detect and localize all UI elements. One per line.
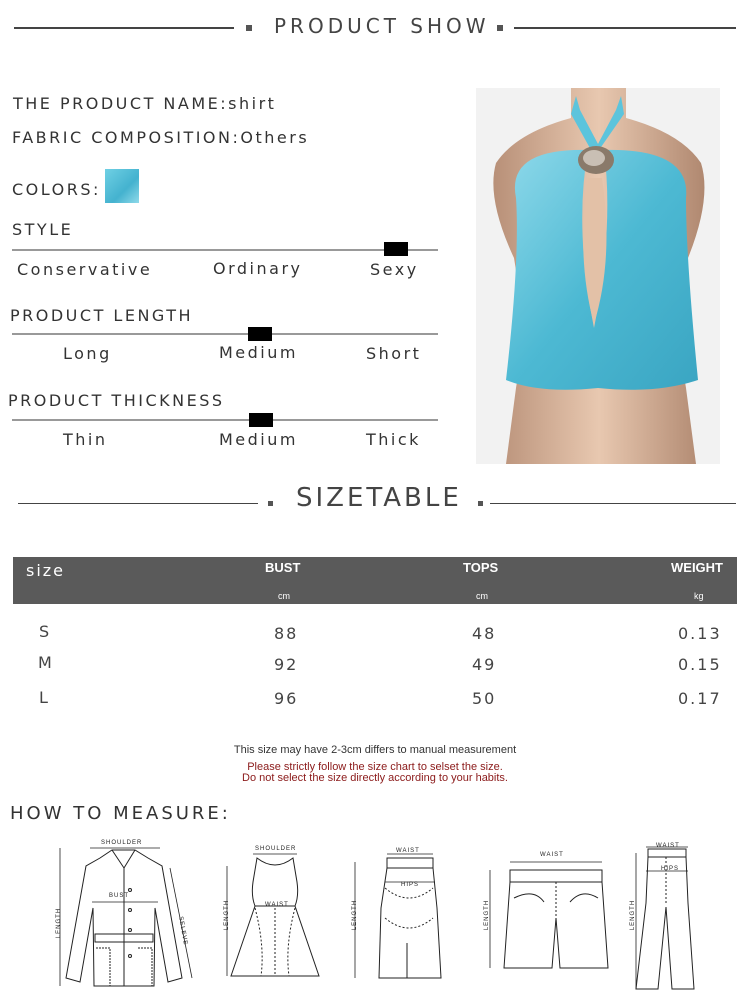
style-scale (12, 249, 438, 251)
shorts-diagram (478, 848, 618, 976)
sizetable-dot-right (478, 501, 483, 506)
dress-shoulder-label: SHOULDER (255, 846, 297, 852)
col-unit-weight: kg (694, 591, 704, 601)
table-row-s-weight: 0.13 (678, 624, 722, 643)
length-option-medium: Medium (219, 343, 298, 362)
col-unit-tops: cm (476, 591, 488, 601)
coat-bust-label: BUST (109, 893, 130, 899)
style-option-ordinary: Ordinary (213, 259, 303, 278)
table-row-l-size: L (39, 688, 50, 707)
table-row-l-weight: 0.17 (678, 689, 722, 708)
thickness-scale (12, 419, 438, 421)
table-row-m-weight: 0.15 (678, 655, 722, 674)
header-rule-left (14, 27, 234, 29)
table-row-s-tops: 48 (472, 624, 497, 643)
length-option-long: Long (63, 344, 112, 363)
colors-label: COLORS: (12, 180, 101, 199)
product-show-title: PRODUCT SHOW (274, 14, 490, 38)
size-note-measurement: This size may have 2-3cm differs to manual measurement (233, 744, 517, 756)
sizetable-title: SIZETABLE (296, 483, 462, 513)
header-dot-left (246, 25, 252, 31)
table-row-l-bust: 96 (274, 689, 299, 708)
col-header-weight: WEIGHT (671, 560, 723, 575)
style-marker (384, 242, 408, 256)
coat-shoulder-label: SHOULDER (101, 840, 143, 846)
style-option-sexy: Sexy (370, 260, 419, 279)
table-row-m-size: M (38, 653, 54, 672)
size-table-header (13, 557, 737, 604)
style-title: STYLE (12, 220, 74, 239)
thickness-option-thick: Thick (366, 430, 421, 449)
sizetable-dot-left (268, 501, 273, 506)
style-option-conservative: Conservative (17, 260, 153, 279)
product-name: THE PRODUCT NAME:shirt (13, 94, 277, 113)
shorts-length-label: LENGTH (484, 899, 491, 931)
dress-length-label: LENGTH (224, 899, 231, 931)
header-dot-right (497, 25, 503, 31)
sizetable-rule-right (490, 503, 736, 504)
thickness-option-medium: Medium (219, 430, 298, 449)
col-header-size: size (26, 561, 66, 580)
shorts-waist-label: WAIST (540, 852, 564, 858)
pants-waist-label: WAIST (656, 843, 680, 849)
skirt-length-label: LENGTH (352, 899, 359, 931)
length-option-short: Short (366, 344, 422, 363)
table-row-s-bust: 88 (274, 624, 299, 643)
skirt-waist-label: WAIST (396, 848, 420, 854)
sizetable-rule-left (18, 503, 258, 504)
thickness-title: PRODUCT THICKNESS (8, 391, 225, 410)
size-note-habits: Do not select the size directly according to your habits. (242, 772, 508, 784)
size-note-follow-chart: Please strictly follow the size chart to selset the size. (247, 761, 503, 773)
pants-hips-label: HIPS (661, 866, 680, 872)
length-marker (248, 327, 272, 341)
table-row-l-tops: 50 (472, 689, 497, 708)
pants-length-label: LENGTH (630, 899, 637, 931)
col-header-tops: TOPS (463, 560, 499, 575)
thickness-option-thin: Thin (63, 430, 108, 449)
length-title: PRODUCT LENGTH (10, 306, 194, 325)
table-row-s-size: S (39, 622, 52, 641)
color-swatch-blue[interactable] (105, 169, 139, 203)
thickness-marker (249, 413, 273, 427)
table-row-m-bust: 92 (274, 655, 299, 674)
product-photo (476, 88, 720, 464)
fabric-composition: FABRIC COMPOSITION:Others (12, 128, 310, 147)
col-header-bust: BUST (265, 560, 301, 575)
dress-diagram (225, 846, 325, 986)
coat-sleeve-label: SELEVE (177, 916, 189, 946)
header-rule-right (514, 27, 736, 29)
coat-length-label: LENGTH (56, 907, 63, 939)
col-unit-bust: cm (278, 591, 290, 601)
table-row-m-tops: 49 (472, 655, 497, 674)
length-scale (12, 333, 438, 335)
skirt-diagram (345, 848, 445, 984)
how-to-measure-title: HOW TO MEASURE: (10, 803, 231, 824)
dress-waist-label: WAIST (265, 902, 289, 908)
coat-diagram (50, 838, 200, 990)
skirt-hips-label: HIPS (401, 882, 420, 888)
